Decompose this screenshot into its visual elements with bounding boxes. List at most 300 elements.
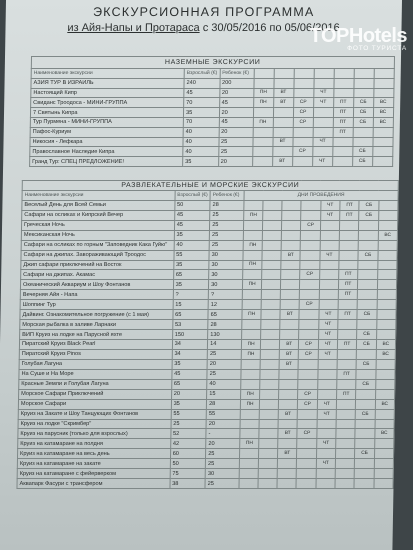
day-cell: ВС bbox=[374, 429, 394, 439]
day-cell: ПТ bbox=[333, 117, 353, 127]
day-cell: ЧТ bbox=[318, 330, 337, 340]
section-heading: РАЗВЛЕКАТЕЛЬНЫЕ И МОРСКИЕ ЭКСКУРСИИ bbox=[22, 181, 398, 191]
excursion-name: 7 Святынь Кипра bbox=[30, 108, 183, 118]
day-cell bbox=[378, 220, 398, 230]
table-row bbox=[17, 479, 393, 489]
adult-price: 35 bbox=[172, 359, 208, 369]
adult-price: 35 bbox=[183, 108, 219, 118]
day-cell bbox=[243, 220, 263, 230]
table-row bbox=[19, 349, 395, 359]
day-cell bbox=[339, 220, 358, 230]
day-cell: ПН bbox=[240, 399, 260, 409]
day-cell: ПН bbox=[253, 88, 273, 98]
day-cell bbox=[374, 459, 394, 469]
day-cell: СР bbox=[293, 117, 313, 127]
day-cell bbox=[316, 469, 335, 479]
child-price: 12 bbox=[208, 300, 242, 310]
day-cell: ПН bbox=[243, 240, 263, 250]
day-cell bbox=[354, 479, 374, 489]
day-cell bbox=[355, 459, 375, 469]
day-cell bbox=[378, 240, 398, 250]
sea-excursions-table bbox=[16, 180, 398, 489]
adult-price: 65 bbox=[173, 310, 209, 320]
excursion-name: Гранд Тур: СПЕЦ ПРЕДЛОЖЕНИЕ! bbox=[30, 157, 183, 167]
adult-price: 35 bbox=[173, 260, 209, 270]
day-cell bbox=[377, 260, 397, 270]
day-cell bbox=[332, 137, 352, 147]
day-cell: ПТ bbox=[333, 127, 353, 137]
excursion-name: Сафари на осликах по горным "Заповедник Кака Гуйю" bbox=[21, 240, 174, 250]
excursion-name: Аквапарк Фасури с трансфером bbox=[17, 479, 170, 489]
col-adult-header: Взрослый (€) bbox=[184, 69, 220, 79]
day-cell bbox=[298, 379, 318, 389]
day-cell bbox=[281, 260, 300, 270]
day-cell bbox=[355, 429, 375, 439]
child-price: 30 bbox=[209, 260, 243, 270]
day-cell bbox=[273, 108, 293, 118]
child-price: 25 bbox=[207, 369, 241, 379]
day-cell bbox=[375, 419, 395, 429]
adult-price: 75 bbox=[170, 469, 206, 479]
day-cell bbox=[336, 439, 355, 449]
day-cell bbox=[263, 200, 282, 210]
day-cell bbox=[377, 280, 397, 290]
day-cell bbox=[335, 469, 354, 479]
day-cell bbox=[313, 127, 333, 137]
day-cell bbox=[239, 469, 259, 479]
day-cell bbox=[297, 449, 317, 459]
child-price: 25 bbox=[206, 449, 240, 459]
day-cell: ЧТ bbox=[319, 310, 338, 320]
day-cell bbox=[335, 449, 354, 459]
day-cell bbox=[358, 260, 378, 270]
day-cell bbox=[259, 449, 278, 459]
table-row bbox=[30, 127, 393, 137]
day-cell bbox=[332, 157, 352, 167]
excursion-name: Морское Сафари Приключений bbox=[19, 389, 172, 399]
day-cell: ЧТ bbox=[318, 320, 337, 330]
day-cell: ПН bbox=[253, 98, 273, 108]
day-cell bbox=[317, 379, 336, 389]
adult-price: 15 bbox=[173, 300, 209, 310]
day-cell bbox=[243, 270, 263, 280]
col-child-header: Ребенок (€) bbox=[210, 190, 244, 200]
day-cell bbox=[300, 250, 320, 260]
day-cell bbox=[374, 479, 394, 489]
day-cell bbox=[279, 369, 298, 379]
day-cell bbox=[262, 260, 281, 270]
day-cell bbox=[252, 137, 272, 147]
table-row bbox=[18, 419, 394, 429]
day-cell bbox=[337, 379, 356, 389]
excursion-name: Круиз на Закате и Шоу Танцующих Фонтанов bbox=[18, 409, 171, 419]
day-cell bbox=[313, 108, 333, 118]
day-cell bbox=[356, 369, 376, 379]
day-cell bbox=[358, 270, 378, 280]
day-cell bbox=[297, 459, 317, 469]
table-row bbox=[19, 340, 395, 350]
excursion-name: Круиз на катамаране на весь день bbox=[17, 449, 170, 459]
excursion-name: Морское Сафари bbox=[18, 399, 171, 409]
child-price: 45 bbox=[219, 117, 253, 127]
day-cell: ВС bbox=[378, 230, 398, 240]
day-cell bbox=[298, 359, 318, 369]
day-cell bbox=[300, 240, 320, 250]
child-price: ? bbox=[208, 290, 242, 300]
day-cell bbox=[293, 78, 313, 88]
day-cell: ЧТ bbox=[313, 98, 333, 108]
child-price: 28 bbox=[207, 399, 241, 409]
table-row bbox=[21, 230, 397, 240]
day-cell: СБ bbox=[357, 340, 377, 350]
day-cell bbox=[241, 359, 261, 369]
day-cell bbox=[260, 359, 279, 369]
excursion-name: Круиз на лодке "Скримбер" bbox=[18, 419, 171, 429]
child-price: 25 bbox=[210, 220, 244, 230]
day-cell bbox=[333, 88, 353, 98]
day-cell: СБ bbox=[357, 310, 377, 320]
day-cell bbox=[261, 330, 280, 340]
adult-price: 55 bbox=[174, 250, 210, 260]
day-cell: ПТ bbox=[333, 108, 353, 118]
day-cell bbox=[277, 469, 296, 479]
day-cell bbox=[260, 399, 279, 409]
day-cell: СР bbox=[298, 389, 318, 399]
day-cell bbox=[300, 260, 320, 270]
col-child-header: Ребенок (€) bbox=[220, 69, 254, 79]
day-cell: ЧТ bbox=[312, 137, 332, 147]
day-cell bbox=[319, 290, 338, 300]
child-price: 40 bbox=[207, 379, 241, 389]
day-cell: СР bbox=[293, 98, 313, 108]
day-cell bbox=[336, 399, 355, 409]
table-row bbox=[19, 379, 395, 389]
day-cell bbox=[273, 78, 293, 88]
day-cell: СБ bbox=[353, 117, 373, 127]
adult-price: 60 bbox=[170, 449, 206, 459]
day-cell bbox=[281, 280, 300, 290]
page-title: ЭКСКУРСИОННАЯ ПРОГРАММА bbox=[92, 5, 315, 19]
day-cell: ЧТ bbox=[317, 399, 336, 409]
child-price: 25 bbox=[209, 230, 243, 240]
excursion-name: Сафари на осликах и Кипрский Вечер bbox=[22, 210, 175, 220]
adult-price: 40 bbox=[183, 137, 219, 147]
day-cell bbox=[297, 469, 317, 479]
day-cell bbox=[373, 78, 393, 88]
table-row bbox=[19, 389, 395, 399]
day-cell bbox=[319, 300, 338, 310]
day-cell: ВС bbox=[376, 340, 396, 350]
adult-price: 45 bbox=[172, 369, 208, 379]
day-cell: ПТ bbox=[333, 98, 353, 108]
excursion-name: Круиз на парусник (только для взрослых) bbox=[18, 429, 171, 439]
day-cell: ЧТ bbox=[320, 210, 339, 220]
child-price: 25 bbox=[205, 459, 239, 469]
adult-price: 70 bbox=[183, 117, 219, 127]
table-row bbox=[20, 330, 396, 340]
day-cell: СБ bbox=[352, 147, 372, 157]
day-cell bbox=[242, 300, 262, 310]
day-cell bbox=[337, 359, 356, 369]
child-price: 20 bbox=[206, 419, 240, 429]
land-excursions-table bbox=[29, 56, 394, 167]
excursion-name: На Суше и На Море bbox=[19, 369, 172, 379]
day-cell bbox=[377, 270, 397, 280]
day-cell bbox=[333, 78, 353, 88]
day-cell bbox=[338, 300, 357, 310]
day-cell bbox=[278, 439, 297, 449]
excursion-name: Голубая Лагуна bbox=[19, 359, 172, 369]
day-cell bbox=[358, 290, 378, 300]
day-cell bbox=[281, 240, 300, 250]
day-cell bbox=[240, 419, 260, 429]
tophotels-watermark bbox=[310, 26, 407, 53]
excursion-name: Пиратский Круиз Black Pearl bbox=[19, 340, 172, 350]
day-cell bbox=[243, 230, 263, 240]
day-cell bbox=[260, 369, 279, 379]
adult-price: 70 bbox=[184, 98, 220, 108]
table-row bbox=[18, 409, 394, 419]
day-cell bbox=[280, 330, 299, 340]
day-cell bbox=[372, 137, 392, 147]
excursion-name: Никосия - Лефкара bbox=[30, 137, 183, 147]
adult-price: 40 bbox=[174, 240, 210, 250]
day-cell bbox=[318, 359, 337, 369]
adult-price: 240 bbox=[184, 78, 220, 88]
day-cell bbox=[357, 320, 377, 330]
table-row bbox=[30, 117, 393, 127]
day-cell bbox=[374, 449, 394, 459]
table-row bbox=[19, 369, 395, 379]
day-cell: ВС bbox=[373, 108, 393, 118]
day-cell: ВС bbox=[376, 349, 396, 359]
day-cell bbox=[353, 78, 373, 88]
day-cell bbox=[261, 300, 280, 310]
table-row bbox=[17, 449, 393, 459]
excursion-name: Круиз на катамаране на закате bbox=[17, 459, 170, 469]
day-cell bbox=[378, 210, 398, 220]
day-cell bbox=[279, 389, 298, 399]
child-price: 25 bbox=[218, 137, 252, 147]
table-row bbox=[21, 240, 397, 250]
day-cell bbox=[260, 379, 279, 389]
day-cell bbox=[372, 157, 392, 167]
day-cell: ПТ bbox=[339, 270, 358, 280]
watermark-brand: TOPHotels bbox=[309, 25, 407, 47]
day-cell bbox=[298, 409, 318, 419]
watermark-tag: ФОТО ТУРИСТА bbox=[347, 45, 407, 52]
day-cell bbox=[242, 320, 262, 330]
day-cell bbox=[320, 220, 339, 230]
table-row bbox=[20, 320, 396, 330]
day-cell bbox=[374, 469, 394, 479]
day-cell bbox=[281, 270, 300, 280]
day-cell: СР bbox=[293, 108, 313, 118]
excursion-name: ВИП Круиз на лодке на Парусной яхте bbox=[20, 330, 173, 340]
day-cell bbox=[253, 108, 273, 118]
day-cell: ВТ bbox=[273, 88, 293, 98]
day-cell bbox=[337, 349, 356, 359]
day-cell: СБ bbox=[353, 108, 373, 118]
day-cell bbox=[277, 479, 296, 489]
day-cell bbox=[317, 389, 336, 399]
day-cell: СР bbox=[299, 340, 319, 350]
table-row bbox=[20, 280, 396, 290]
table-row bbox=[19, 359, 395, 369]
day-cell: СР bbox=[297, 429, 317, 439]
day-cell bbox=[301, 200, 321, 210]
child-price: 15 bbox=[207, 389, 241, 399]
day-cell bbox=[241, 379, 261, 389]
day-cell bbox=[262, 290, 281, 300]
day-cell bbox=[313, 78, 333, 88]
day-cell bbox=[296, 479, 316, 489]
child-price: 20 bbox=[206, 439, 240, 449]
day-cell bbox=[359, 230, 379, 240]
subtitle-prefix: из Айя-Напы и Протараса bbox=[67, 22, 200, 34]
day-cell: ПТ bbox=[337, 369, 356, 379]
day-cell bbox=[293, 127, 313, 137]
day-cell bbox=[339, 250, 358, 260]
day-cell: ЧТ bbox=[317, 409, 336, 419]
adult-price: 40 bbox=[183, 147, 219, 157]
excursion-name: Свиданс Троодоса - МИНИ-ГРУППА bbox=[31, 98, 184, 108]
day-cell: ЧТ bbox=[320, 250, 339, 260]
excursion-name: Круиз на катамаране с фейерверком bbox=[17, 469, 170, 479]
table-row bbox=[31, 78, 394, 88]
excursion-name: Шоппинг Тур bbox=[20, 300, 173, 310]
excursion-name: Веселый День для Всей Семьи bbox=[22, 200, 175, 210]
child-price: - bbox=[206, 429, 240, 439]
table-row bbox=[20, 290, 396, 300]
day-cell bbox=[259, 459, 278, 469]
child-price: 130 bbox=[208, 330, 242, 340]
day-cell bbox=[292, 157, 312, 167]
day-cell bbox=[373, 88, 393, 98]
child-price: 30 bbox=[209, 250, 243, 260]
day-cell bbox=[239, 459, 259, 469]
table-row bbox=[17, 469, 393, 479]
day-cell: СР bbox=[298, 399, 318, 409]
excursion-name: Дайвинг. Ознакомительное погружение (с 1 мая) bbox=[20, 310, 173, 320]
day-cell bbox=[336, 419, 355, 429]
child-price: 30 bbox=[209, 270, 243, 280]
day-cell bbox=[358, 280, 378, 290]
col-adult-header: Взрослый (€) bbox=[175, 190, 211, 200]
excursion-name: Настоящий Кипр bbox=[31, 88, 184, 98]
day-cell bbox=[375, 379, 395, 389]
child-price: 30 bbox=[205, 469, 239, 479]
day-cell bbox=[339, 260, 358, 270]
excursion-name: Пафос-Куриум bbox=[30, 127, 183, 137]
day-cell: СБ bbox=[352, 157, 372, 167]
table-row bbox=[17, 459, 393, 469]
child-price: 20 bbox=[219, 127, 253, 137]
adult-price: 35 bbox=[173, 280, 209, 290]
table-row bbox=[18, 439, 394, 449]
day-cell: ПН bbox=[240, 439, 260, 449]
adult-price: 65 bbox=[171, 379, 207, 389]
day-cell: ЧТ bbox=[318, 340, 337, 350]
adult-price: 45 bbox=[174, 210, 210, 220]
day-cell bbox=[242, 290, 262, 300]
day-cell: ПТ bbox=[338, 290, 357, 300]
child-price: 25 bbox=[209, 240, 243, 250]
day-cell bbox=[239, 449, 259, 459]
day-cell bbox=[354, 469, 374, 479]
adult-price: 52 bbox=[170, 429, 206, 439]
day-cell bbox=[273, 117, 293, 127]
day-cell bbox=[353, 127, 373, 137]
day-cell: ПТ bbox=[337, 340, 356, 350]
day-cell bbox=[336, 429, 355, 439]
day-cell bbox=[252, 147, 272, 157]
col-name-header: Наименование экскурсии bbox=[31, 69, 184, 79]
excursion-name: Тур Пурмена - МИНИ-ГРУППА bbox=[30, 117, 183, 127]
table-row bbox=[21, 220, 397, 230]
day-cell bbox=[282, 220, 301, 230]
day-cell: ПН bbox=[242, 310, 262, 320]
child-price: 20 bbox=[207, 359, 241, 369]
day-cell bbox=[273, 127, 293, 137]
day-cell bbox=[252, 157, 272, 167]
day-cell bbox=[335, 479, 354, 489]
child-price: 28 bbox=[208, 320, 242, 330]
day-cell bbox=[318, 369, 337, 379]
table-row bbox=[30, 157, 393, 167]
day-cell: ПН bbox=[241, 340, 261, 350]
day-cell bbox=[313, 117, 333, 127]
day-cell bbox=[300, 280, 320, 290]
day-cell bbox=[373, 127, 393, 137]
child-price: 20 bbox=[218, 157, 252, 167]
day-cell bbox=[338, 330, 357, 340]
day-cell: ВТ bbox=[279, 359, 298, 369]
day-cell bbox=[261, 340, 280, 350]
day-cell bbox=[339, 240, 358, 250]
day-cell bbox=[377, 300, 397, 310]
day-cell bbox=[258, 469, 277, 479]
adult-price: 55 bbox=[171, 409, 207, 419]
day-cell bbox=[292, 137, 312, 147]
day-cell: СР bbox=[299, 349, 319, 359]
day-cell bbox=[272, 147, 292, 157]
day-cell: СБ bbox=[359, 210, 379, 220]
day-cell bbox=[357, 300, 377, 310]
excursion-name: Морская рыбалка в заливе Ларнаки bbox=[20, 320, 173, 330]
day-cell: СБ bbox=[355, 409, 375, 419]
day-cell: ПН bbox=[244, 210, 264, 220]
day-cell bbox=[376, 330, 396, 340]
day-cell bbox=[279, 379, 298, 389]
day-cell: ВТ bbox=[278, 409, 297, 419]
day-cell: ВТ bbox=[280, 310, 299, 320]
day-cell: СР bbox=[301, 220, 321, 230]
day-cell: ВТ bbox=[278, 449, 297, 459]
day-cell bbox=[278, 399, 297, 409]
day-cell bbox=[353, 88, 373, 98]
col-days-header: ДНИ ПРОВЕДЕНИЯ bbox=[244, 190, 398, 200]
day-cell bbox=[301, 210, 321, 220]
adult-price: 150 bbox=[172, 330, 208, 340]
day-cell bbox=[316, 479, 335, 489]
day-cell: ВС bbox=[373, 117, 393, 127]
day-cell: ВТ bbox=[272, 157, 292, 167]
child-price: 55 bbox=[206, 409, 240, 419]
day-cell bbox=[259, 439, 278, 449]
day-cell bbox=[263, 230, 282, 240]
day-cell bbox=[282, 210, 301, 220]
